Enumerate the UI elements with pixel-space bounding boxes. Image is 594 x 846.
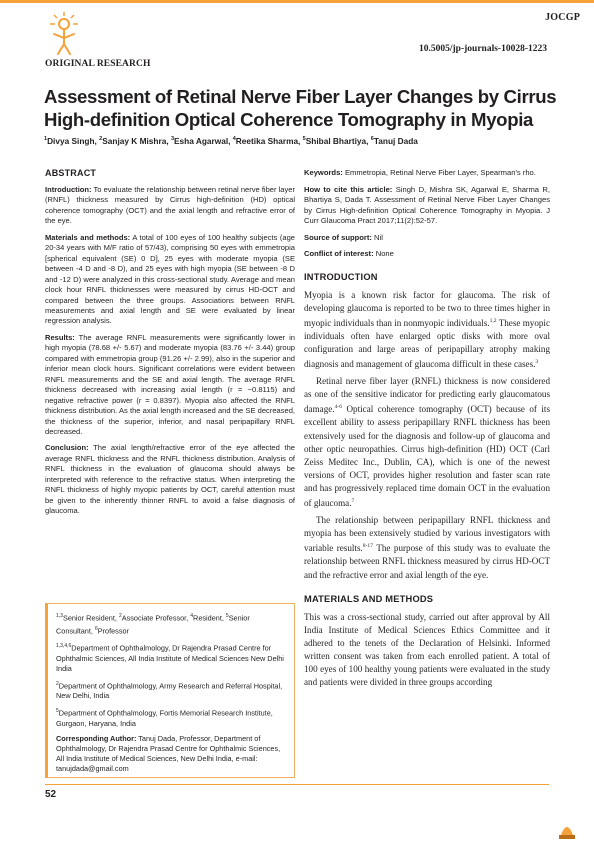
methods-paragraph: This was a cross-sectional study, carried out after approval by All India Institute of Medical Sciences Ethics Committee and it adhered to the tenets of the Declaration of Helsinki. Informed written consent was taken from each enrolled patient. A total of 100 eyes of 100 healthy young patients were evaluated in the study and patients were divided in three groups according	[304, 611, 550, 688]
article-type-label: ORIGINAL RESEARCH	[45, 59, 151, 69]
author-name: Sanjay K Mishra,	[102, 136, 171, 146]
introduction-paragraph: Retinal nerve fiber layer (RNFL) thickness is now considered as one of the sensitive indicator for predicting early glaucomatous damage.$^{4-6}$ Optical coherence tomography (OCT) because of its excellent ability to assess peripapillary RNFL thickness has been extensively used for the diagnosis and follow-up of glaucoma and other optic neuropathies. Cirrus high-definition (HD) OCT (Carl Zeiss Meditec Inc., Dublin, CA), which is one of the newest versions of OCT, provides higher resolution and faster scan rate and has progressively replaced time domain OCT in the evaluation of glaucoma.$^7$	[304, 376, 550, 509]
author-name: Esha Agarwal,	[174, 136, 233, 146]
journal-abbreviation: JOCGP	[545, 12, 580, 23]
author-name: Reetika Sharma,	[235, 136, 303, 146]
article-title: Assessment of Retinal Nerve Fiber Layer Changes by Cirrus High-definition Optical Coherence Tomography in Myopia	[44, 86, 557, 130]
affiliation: $^5$Department of Ophthalmology, Fortis Memorial Research Institute, Gurgaon, Haryana, India	[56, 708, 273, 728]
author-index: 2	[99, 136, 103, 143]
introduction-paragraph: Myopia is a known risk factor for glaucoma. The risk of developing glaucoma is reported to be two to three times higher in myopic individuals than in nonmyopic individuals.$^{1,2}$ These myopic individuals often have enlarged optic disks with more oval configuration and large areas of peripapillary atrophy making diagnosis and management of glaucoma difficult in these cases.$^3$	[304, 289, 550, 370]
abstract-column	[45, 168, 295, 523]
methods-heading: MATERIALS AND METHODS	[304, 593, 434, 604]
abstract-conclusion: Conclusion: The axial length/refractive error of the eye affected the average RNFL thickness and the RNFL thickness distribution. Analysis of RNFL thickness in the evaluation of glaucoma should always be interpreted with reference to the refractive status. When interpreting the RNFL thickness of highly myopic patients by OCT, careful attention must be given to the inherently thinner RNFL to avoid a false diagnosis of glaucoma.	[45, 443, 295, 516]
main-column	[304, 168, 550, 689]
corresponding-author: Corresponding Author: Tanuj Dada, Professor, Department of Ophthalmology, Dr Rajendra Prasad Centre for Ophthalmic Sciences, All India Institute of Medical Sciences, New Delhi India, e-mail: tanujdada@gmail.com	[56, 733, 281, 774]
citation: How to cite this article: Singh D, Mishra SK, Agarwal E, Sharma R, Bhartiya S, Dada T. Assessment of Retinal Nerve Fiber Layer Changes by Cirrus High-definition Optical Coherence Tomography in Myopia. J Curr Glaucoma Pract 2017;11(2):52-57.	[304, 184, 551, 225]
conflict-of-interest: Conflict of interest: None	[304, 249, 394, 258]
author-name: Tanuj Dada	[373, 136, 418, 146]
author-name: Shibal Bhartiya,	[305, 136, 371, 146]
footer-divider	[45, 784, 549, 785]
abstract-heading: ABSTRACT	[45, 168, 97, 178]
author-name: Divya Singh,	[47, 136, 100, 146]
abstract-methods: Materials and methods: A total of 100 eyes of 100 healthy subjects (age 20-34 years with M/F ratio of 57/43), comprising 50 eyes with emmetropia [spherical equivalent (SE) 0 D], 25 eyes with moderate myopia (SE between -4 D and -8 D), and 25 eyes with high myopia (SE between -8 D and -12 D) were analyzed in this cross-sectional study. Average and mean clock hour RNFL thicknesses were measured by cirrus HD-OCT and compared between the three groups. Associations between RNFL measurements and axial length and SE were evaluated by linear regression analysis.	[45, 232, 295, 326]
page-number: 52	[45, 789, 57, 800]
author-index: 5	[302, 136, 306, 143]
introduction-paragraph: The relationship between peripapillary RNFL thickness and myopia has been extensively studied by various investigators with variable results.$^{8-17}$ The purpose of this study was to evaluate the relationship between RNFL thickness measured by cirrus HD-OCT and the refractive error and axial length of the eye.	[304, 515, 550, 580]
author-index: 3	[170, 136, 175, 143]
affiliation: $^{1,3,4,6}$Department of Ophthalmology, Dr Rajendra Prasad Centre for Ophthalmic Sciences, All India Institute of Medical Sciences New Delhi India	[56, 643, 284, 673]
author-index: 1	[44, 136, 48, 143]
publisher-logo-icon	[556, 814, 578, 840]
source-of-support: Source of support: Nil	[304, 232, 383, 242]
author-index: 6	[370, 136, 374, 143]
keywords: Keywords: Emmetropia, Retinal Nerve Fiber Layer, Spearman's rho.	[304, 168, 536, 177]
affiliations-box	[45, 603, 295, 778]
doi: 10.5005/jp-journals-10028-1223	[419, 44, 547, 54]
top-accent-band	[0, 0, 594, 3]
journal-logo-icon	[40, 10, 88, 58]
affiliation: $^{1,3}$Senior Resident, $^2$Associate Professor, $^4$Resident, $^5$Senior Consultant, $^6$Professor	[56, 613, 250, 635]
abstract-introduction: Introduction: To evaluate the relationship between retinal nerve fiber layer (RNFL) thickness measured by Cirrus high-definition (HD) optical coherence tomography (OCT) and the axial length and refractive error of the eye.	[45, 185, 295, 226]
abstract-results: Results: The average RNFL measurements were significantly lower in high myopia (78.68 +/- 5.67) and moderate myopia (83.76 +/- 3.44) group compared with emmetropia group (91.26 +/- 2.99), also in the superior and inferior mean clock hours. Significant correlations were evident between RNFL measurements and the SE and axial length. The average RNFL thickness decreased with increasing axial length (r = −0.8115) and negative refractive power (r = 0.8397). Myopia also affected the RNFL thickness distribution. As the axial length increased and the SE decreased, the thickness of the superior, inferior, and nasal peripapillary RNFL decreased.	[45, 332, 295, 436]
author-index: 4	[232, 136, 236, 143]
introduction-heading: INTRODUCTION	[304, 271, 378, 282]
affiliation: $^2$Department of Ophthalmology, Army Research and Referral Hospital, New Delhi, India	[56, 680, 283, 701]
author-list	[44, 136, 564, 146]
